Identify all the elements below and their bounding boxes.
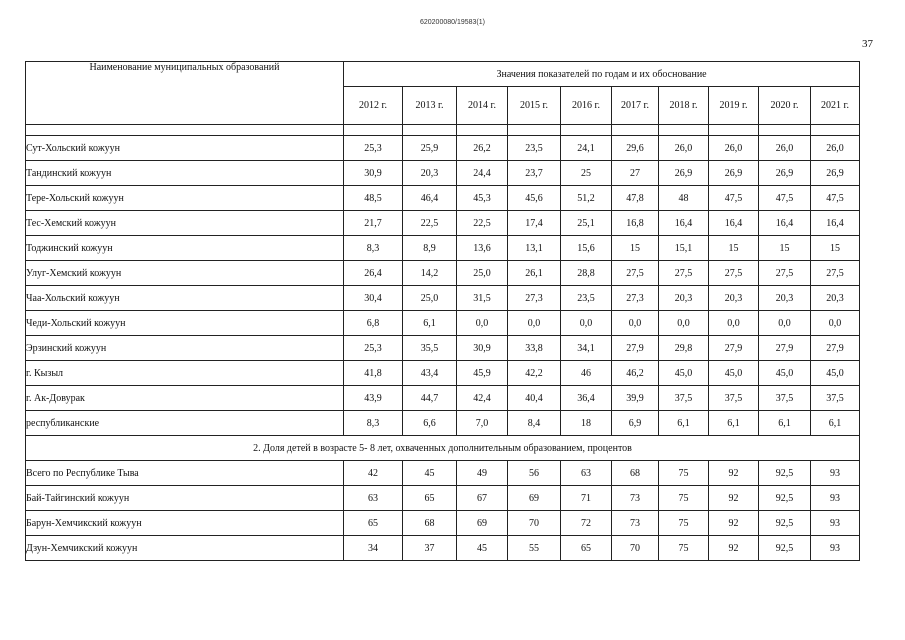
value-cell: 33,8 bbox=[508, 336, 561, 361]
value-cell: 24,4 bbox=[457, 161, 508, 186]
value-cell: 8,3 bbox=[344, 236, 403, 261]
value-cell: 20,3 bbox=[759, 286, 811, 311]
year-header: 2014 г. bbox=[457, 87, 508, 125]
value-cell: 42,2 bbox=[508, 361, 561, 386]
value-cell: 25,1 bbox=[561, 211, 612, 236]
table-row bbox=[26, 261, 860, 286]
value-cell: 44,7 bbox=[403, 386, 457, 411]
municipality-column-header: Наименование муниципальных образований bbox=[26, 62, 344, 125]
value-cell: 92,5 bbox=[759, 461, 811, 486]
value-cell: 26,9 bbox=[709, 161, 759, 186]
value-cell: 37,5 bbox=[659, 386, 709, 411]
spacer-cell bbox=[26, 125, 344, 136]
value-cell: 0,0 bbox=[759, 311, 811, 336]
value-cell: 93 bbox=[811, 536, 860, 561]
value-cell: 15 bbox=[709, 236, 759, 261]
value-cell: 30,9 bbox=[344, 161, 403, 186]
year-header: 2017 г. bbox=[612, 87, 659, 125]
value-cell: 70 bbox=[508, 511, 561, 536]
value-cell: 25,0 bbox=[457, 261, 508, 286]
value-cell: 26,0 bbox=[811, 136, 860, 161]
municipality-name: Дзун-Хемчикский кожуун bbox=[26, 536, 344, 561]
value-cell: 26,9 bbox=[659, 161, 709, 186]
value-cell: 45,0 bbox=[709, 361, 759, 386]
value-cell: 16,4 bbox=[659, 211, 709, 236]
value-cell: 75 bbox=[659, 536, 709, 561]
value-cell: 20,3 bbox=[403, 161, 457, 186]
value-cell: 27,5 bbox=[659, 261, 709, 286]
spacer-cell bbox=[457, 125, 508, 136]
value-cell: 15,1 bbox=[659, 236, 709, 261]
value-cell: 68 bbox=[403, 511, 457, 536]
value-cell: 45,0 bbox=[811, 361, 860, 386]
value-cell: 25,0 bbox=[403, 286, 457, 311]
table-row bbox=[26, 286, 860, 311]
value-cell: 29,8 bbox=[659, 336, 709, 361]
municipality-name: Всего по Республике Тыва bbox=[26, 461, 344, 486]
value-cell: 27,9 bbox=[709, 336, 759, 361]
value-cell: 92,5 bbox=[759, 486, 811, 511]
value-cell: 71 bbox=[561, 486, 612, 511]
value-cell: 69 bbox=[508, 486, 561, 511]
value-cell: 36,4 bbox=[561, 386, 612, 411]
municipality-name: Барун-Хемчикский кожуун bbox=[26, 511, 344, 536]
value-cell: 6,1 bbox=[659, 411, 709, 436]
value-cell: 40,4 bbox=[508, 386, 561, 411]
value-cell: 0,0 bbox=[709, 311, 759, 336]
value-cell: 43,9 bbox=[344, 386, 403, 411]
value-cell: 43,4 bbox=[403, 361, 457, 386]
value-cell: 15,6 bbox=[561, 236, 612, 261]
year-header: 2015 г. bbox=[508, 87, 561, 125]
value-cell: 0,0 bbox=[659, 311, 709, 336]
municipality-name: Тес-Хемский кожуун bbox=[26, 211, 344, 236]
value-cell: 21,7 bbox=[344, 211, 403, 236]
value-cell: 27,5 bbox=[612, 261, 659, 286]
value-cell: 42,4 bbox=[457, 386, 508, 411]
value-cell: 37 bbox=[403, 536, 457, 561]
value-cell: 26,1 bbox=[508, 261, 561, 286]
value-cell: 49 bbox=[457, 461, 508, 486]
value-cell: 27,5 bbox=[811, 261, 860, 286]
value-cell: 20,3 bbox=[659, 286, 709, 311]
value-cell: 25 bbox=[561, 161, 612, 186]
year-header: 2016 г. bbox=[561, 87, 612, 125]
value-cell: 26,9 bbox=[811, 161, 860, 186]
page-number: 37 bbox=[862, 38, 873, 50]
value-cell: 73 bbox=[612, 511, 659, 536]
year-header: 2020 г. bbox=[759, 87, 811, 125]
value-cell: 8,4 bbox=[508, 411, 561, 436]
value-cell: 37,5 bbox=[759, 386, 811, 411]
indicator-table bbox=[25, 61, 860, 561]
value-cell: 31,5 bbox=[457, 286, 508, 311]
table-row bbox=[26, 486, 860, 511]
table-row bbox=[26, 186, 860, 211]
value-cell: 20,3 bbox=[709, 286, 759, 311]
value-cell: 27,5 bbox=[759, 261, 811, 286]
value-cell: 13,6 bbox=[457, 236, 508, 261]
spacer-cell bbox=[709, 125, 759, 136]
municipality-name: республиканские bbox=[26, 411, 344, 436]
table-row bbox=[26, 511, 860, 536]
table-row bbox=[26, 411, 860, 436]
value-cell: 6,6 bbox=[403, 411, 457, 436]
value-cell: 93 bbox=[811, 461, 860, 486]
value-cell: 93 bbox=[811, 511, 860, 536]
value-cell: 65 bbox=[561, 536, 612, 561]
value-cell: 20,3 bbox=[811, 286, 860, 311]
table-row bbox=[26, 361, 860, 386]
value-cell: 0,0 bbox=[811, 311, 860, 336]
value-cell: 75 bbox=[659, 461, 709, 486]
year-header: 2012 г. bbox=[344, 87, 403, 125]
value-cell: 63 bbox=[561, 461, 612, 486]
value-cell: 45,9 bbox=[457, 361, 508, 386]
value-cell: 70 bbox=[612, 536, 659, 561]
municipality-name: Чаа-Хольский кожуун bbox=[26, 286, 344, 311]
value-cell: 22,5 bbox=[403, 211, 457, 236]
table-row bbox=[26, 211, 860, 236]
value-cell: 46 bbox=[561, 361, 612, 386]
value-cell: 47,5 bbox=[709, 186, 759, 211]
value-cell: 65 bbox=[403, 486, 457, 511]
value-cell: 18 bbox=[561, 411, 612, 436]
table-row bbox=[26, 536, 860, 561]
value-cell: 6,1 bbox=[709, 411, 759, 436]
municipality-name: г. Кызыл bbox=[26, 361, 344, 386]
value-cell: 27,9 bbox=[612, 336, 659, 361]
value-cell: 92 bbox=[709, 486, 759, 511]
value-cell: 41,8 bbox=[344, 361, 403, 386]
value-cell: 0,0 bbox=[561, 311, 612, 336]
value-cell: 6,1 bbox=[811, 411, 860, 436]
value-cell: 45,6 bbox=[508, 186, 561, 211]
value-cell: 27,9 bbox=[759, 336, 811, 361]
value-cell: 67 bbox=[457, 486, 508, 511]
municipality-name: Тандинский кожуун bbox=[26, 161, 344, 186]
document-id: 620200080/19583(1) bbox=[419, 19, 485, 26]
value-cell: 46,4 bbox=[403, 186, 457, 211]
spacer-row bbox=[26, 125, 860, 136]
value-cell: 37,5 bbox=[709, 386, 759, 411]
table-row bbox=[26, 311, 860, 336]
value-cell: 93 bbox=[811, 486, 860, 511]
value-cell: 22,5 bbox=[457, 211, 508, 236]
value-cell: 8,3 bbox=[344, 411, 403, 436]
value-cell: 23,7 bbox=[508, 161, 561, 186]
value-cell: 27,5 bbox=[709, 261, 759, 286]
value-cell: 68 bbox=[612, 461, 659, 486]
value-cell: 16,4 bbox=[709, 211, 759, 236]
section-title: 2. Доля детей в возрасте 5- 8 лет, охваченных дополнительным образованием, процентов bbox=[26, 436, 860, 461]
value-cell: 48,5 bbox=[344, 186, 403, 211]
value-cell: 92,5 bbox=[759, 511, 811, 536]
table-row bbox=[26, 386, 860, 411]
value-cell: 27,9 bbox=[811, 336, 860, 361]
value-cell: 65 bbox=[344, 511, 403, 536]
value-cell: 92 bbox=[709, 536, 759, 561]
value-cell: 25,9 bbox=[403, 136, 457, 161]
value-cell: 48 bbox=[659, 186, 709, 211]
value-cell: 92 bbox=[709, 511, 759, 536]
value-cell: 23,5 bbox=[508, 136, 561, 161]
table-row bbox=[26, 161, 860, 186]
value-cell: 17,4 bbox=[508, 211, 561, 236]
value-cell: 26,9 bbox=[759, 161, 811, 186]
spacer-cell bbox=[612, 125, 659, 136]
value-cell: 37,5 bbox=[811, 386, 860, 411]
spacer-cell bbox=[811, 125, 860, 136]
spacer-cell bbox=[561, 125, 612, 136]
value-cell: 25,3 bbox=[344, 336, 403, 361]
municipality-name: Улуг-Хемский кожуун bbox=[26, 261, 344, 286]
value-cell: 42 bbox=[344, 461, 403, 486]
value-cell: 0,0 bbox=[612, 311, 659, 336]
value-cell: 26,0 bbox=[659, 136, 709, 161]
value-cell: 27 bbox=[612, 161, 659, 186]
value-cell: 55 bbox=[508, 536, 561, 561]
table-row bbox=[26, 136, 860, 161]
value-cell: 29,6 bbox=[612, 136, 659, 161]
value-cell: 92 bbox=[709, 461, 759, 486]
municipality-name: Эрзинский кожуун bbox=[26, 336, 344, 361]
value-cell: 27,3 bbox=[508, 286, 561, 311]
value-cell: 26,0 bbox=[709, 136, 759, 161]
value-cell: 35,5 bbox=[403, 336, 457, 361]
value-cell: 26,4 bbox=[344, 261, 403, 286]
value-cell: 56 bbox=[508, 461, 561, 486]
value-cell: 25,3 bbox=[344, 136, 403, 161]
value-cell: 75 bbox=[659, 511, 709, 536]
value-cell: 47,5 bbox=[811, 186, 860, 211]
spacer-cell bbox=[508, 125, 561, 136]
table-row bbox=[26, 336, 860, 361]
value-cell: 75 bbox=[659, 486, 709, 511]
table-row bbox=[26, 461, 860, 486]
spacer-cell bbox=[759, 125, 811, 136]
value-cell: 7,0 bbox=[457, 411, 508, 436]
value-cell: 14,2 bbox=[403, 261, 457, 286]
year-header: 2013 г. bbox=[403, 87, 457, 125]
year-header: 2018 г. bbox=[659, 87, 709, 125]
municipality-name: Тере-Хольский кожуун bbox=[26, 186, 344, 211]
value-cell: 15 bbox=[612, 236, 659, 261]
value-cell: 16,4 bbox=[759, 211, 811, 236]
value-cell: 28,8 bbox=[561, 261, 612, 286]
value-cell: 45,0 bbox=[659, 361, 709, 386]
value-cell: 73 bbox=[612, 486, 659, 511]
municipality-name: Чеди-Хольский кожуун bbox=[26, 311, 344, 336]
spacer-cell bbox=[659, 125, 709, 136]
table-row bbox=[26, 236, 860, 261]
value-cell: 34 bbox=[344, 536, 403, 561]
value-cell: 26,2 bbox=[457, 136, 508, 161]
value-cell: 15 bbox=[759, 236, 811, 261]
value-cell: 30,9 bbox=[457, 336, 508, 361]
value-cell: 6,1 bbox=[759, 411, 811, 436]
year-header: 2019 г. bbox=[709, 87, 759, 125]
section-row bbox=[26, 436, 860, 461]
value-cell: 69 bbox=[457, 511, 508, 536]
value-cell: 63 bbox=[344, 486, 403, 511]
value-cell: 45,0 bbox=[759, 361, 811, 386]
municipality-name: Бай-Тайгинский кожуун bbox=[26, 486, 344, 511]
municipality-name: Сут-Хольский кожуун bbox=[26, 136, 344, 161]
value-cell: 45,3 bbox=[457, 186, 508, 211]
value-cell: 47,5 bbox=[759, 186, 811, 211]
years-group-header: Значения показателей по годам и их обоснование bbox=[344, 62, 860, 87]
value-cell: 23,5 bbox=[561, 286, 612, 311]
value-cell: 51,2 bbox=[561, 186, 612, 211]
table-body bbox=[26, 125, 860, 561]
spacer-cell bbox=[344, 125, 403, 136]
year-header: 2021 г. bbox=[811, 87, 860, 125]
municipality-name: г. Ак-Довурак bbox=[26, 386, 344, 411]
value-cell: 27,3 bbox=[612, 286, 659, 311]
value-cell: 16,4 bbox=[811, 211, 860, 236]
value-cell: 0,0 bbox=[508, 311, 561, 336]
value-cell: 0,0 bbox=[457, 311, 508, 336]
municipality-name: Тоджинский кожуун bbox=[26, 236, 344, 261]
value-cell: 24,1 bbox=[561, 136, 612, 161]
value-cell: 72 bbox=[561, 511, 612, 536]
value-cell: 13,1 bbox=[508, 236, 561, 261]
value-cell: 39,9 bbox=[612, 386, 659, 411]
value-cell: 45 bbox=[403, 461, 457, 486]
value-cell: 30,4 bbox=[344, 286, 403, 311]
value-cell: 46,2 bbox=[612, 361, 659, 386]
value-cell: 6,8 bbox=[344, 311, 403, 336]
value-cell: 16,8 bbox=[612, 211, 659, 236]
value-cell: 92,5 bbox=[759, 536, 811, 561]
value-cell: 45 bbox=[457, 536, 508, 561]
value-cell: 26,0 bbox=[759, 136, 811, 161]
value-cell: 6,1 bbox=[403, 311, 457, 336]
spacer-cell bbox=[403, 125, 457, 136]
value-cell: 6,9 bbox=[612, 411, 659, 436]
value-cell: 15 bbox=[811, 236, 860, 261]
value-cell: 8,9 bbox=[403, 236, 457, 261]
value-cell: 34,1 bbox=[561, 336, 612, 361]
value-cell: 47,8 bbox=[612, 186, 659, 211]
